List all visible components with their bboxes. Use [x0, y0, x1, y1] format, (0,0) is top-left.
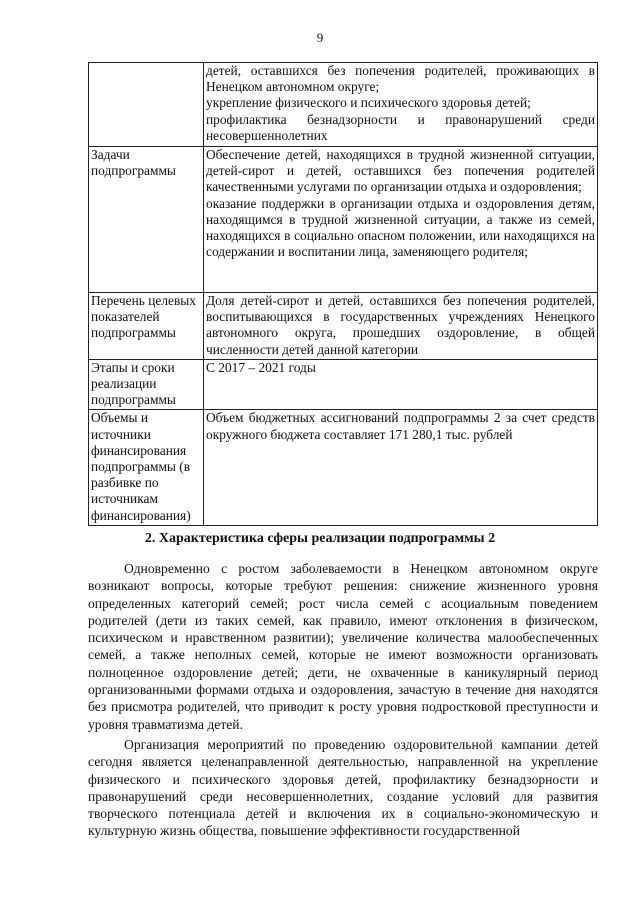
table-row	[89, 410, 598, 525]
row-label	[89, 63, 204, 147]
content-paragraph: детей, оставшихся без попечения родителей, проживающих в Ненецком автономном округе;	[206, 63, 595, 95]
content-paragraph: оказание поддержки в организации отдыха и оздоровления детям, находящимся в трудной жизненной ситуации, а также из семей, находящихся в социально опасном положении, или находящихся на содержании и воспитании лица, заменяющего родителя;	[206, 195, 595, 260]
row-label: Перечень целевых показателей подпрограммы	[89, 293, 204, 360]
content-paragraph: С 2017 – 2021 годы	[206, 359, 316, 375]
content-paragraph: профилактика безнадзорности и правонарушений среди несовершеннолетних	[206, 111, 595, 143]
content-paragraph: Доля детей-сирот и детей, оставшихся без попечения родителей, воспитывающихся в государственных учреждениях Ненецкого автономного округа, прошедших оздоровление, в общей численности детей данной категории	[206, 293, 595, 357]
subprogram-passport-table	[88, 62, 598, 526]
table-row	[89, 359, 598, 410]
row-label: Объемы и источники финансирования подпрограммы (в разбивке по источникам финансирования)	[89, 410, 204, 525]
row-label: Задачи подпрограммы	[89, 147, 204, 293]
table-row	[89, 63, 598, 147]
body-text	[88, 560, 598, 843]
body-paragraph: Одновременно с ростом заболеваемости в Ненецком автономном округе возникают вопросы, которые требуют решения: снижение жизненного уровня определенных категорий семей; рост числа семей с асоциальным поведением родителей (дети из таких семей, как правило, имеют отклонения в физическом, психическом и нравственном развитии); увеличение количества малообеспеченных семей, а также неполных семей, которые не имеют возможности организовать полноценное оздоровление детей; дети, не охваченные в каникулярный период организованными формами отдыха и оздоровления, зачастую в течение дня находятся без присмотра родителей, что приводит к росту уровня подростковой преступности и уровня травматизма детей.	[88, 561, 598, 732]
row-content	[204, 359, 598, 410]
row-content	[204, 293, 598, 360]
content-paragraph: Обеспечение детей, находящихся в трудной жизненной ситуации, детей-сирот и детей, оставшихся без попечения родителей качественными услугами по организации отдыха и оздоровления;	[206, 147, 595, 195]
row-content	[204, 63, 598, 147]
content-paragraph: Объем бюджетных ассигнований подпрограммы 2 за счет средств окружного бюджета составляет 171 280,1 тыс. рублей	[206, 410, 595, 442]
row-content	[204, 410, 598, 525]
section-title: 2. Характеристика сферы реализации подпрограммы 2	[144, 531, 496, 546]
body-paragraph: Организация мероприятий по проведению оздоровительной кампании детей сегодня является целенаправленной деятельностью, направленной на укрепление физического и психического здоровья детей, профилактику безнадзорности и правонарушений среди несовершеннолетних, создание условий для развития творческого потенциала детей и включения их в социально-экономическую и культурную жизнь общества, повышение эффективности государственной	[88, 736, 598, 839]
table-row	[89, 147, 598, 293]
table-row	[89, 293, 598, 360]
page-number: 9	[316, 30, 324, 45]
content-paragraph: укрепление физического и психического здоровья детей;	[206, 95, 531, 111]
row-content	[204, 147, 598, 293]
row-label: Этапы и сроки реализации подпрограммы	[89, 359, 204, 410]
